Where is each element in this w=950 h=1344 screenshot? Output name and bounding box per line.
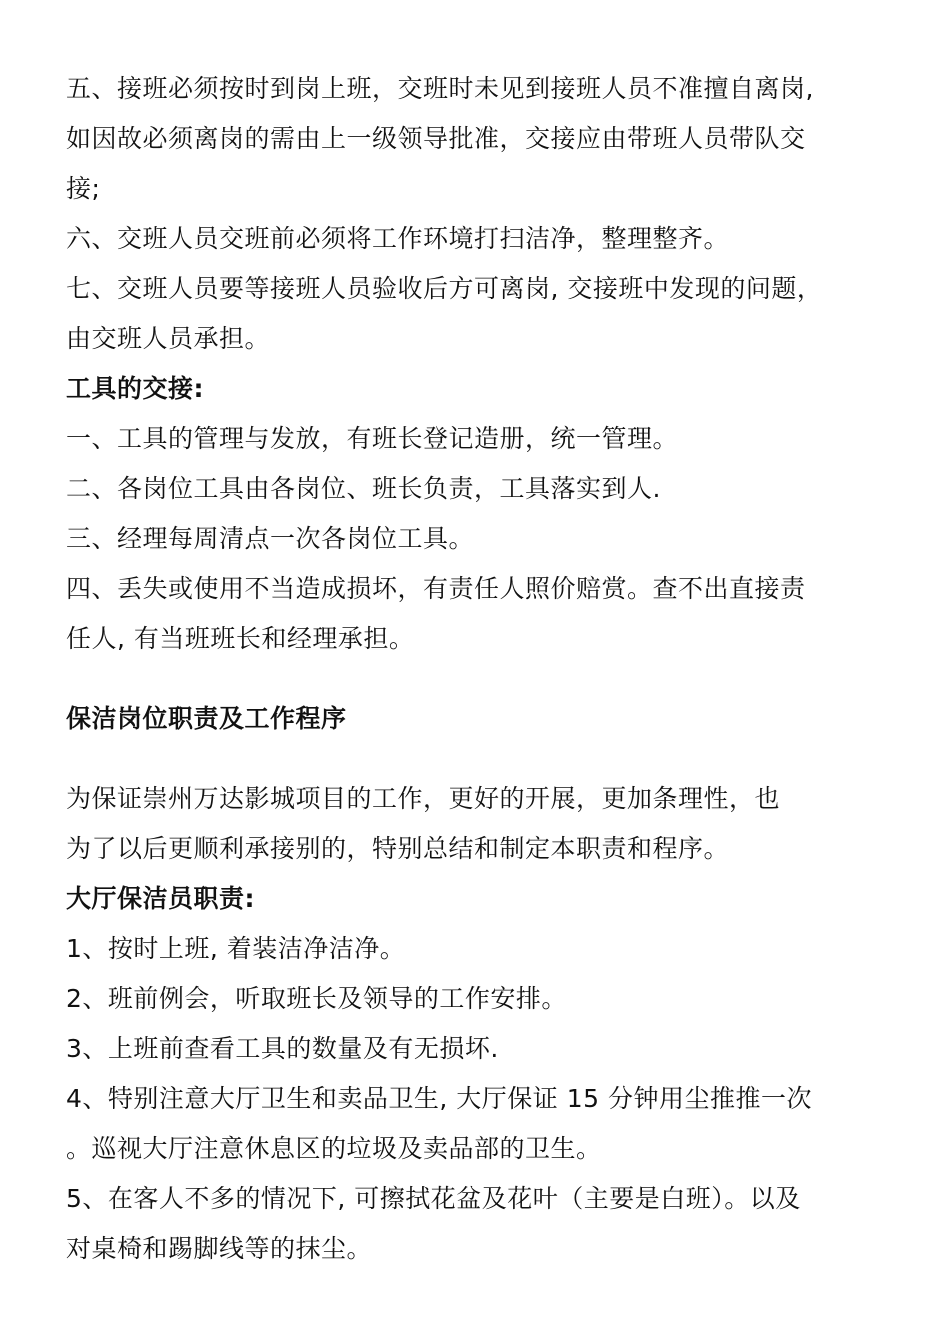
text-line: 为了以后更顺利承接别的，特别总结和制定本职责和程序。	[66, 834, 730, 863]
lobby-duty-2: 2、班前例会，听取班长及领导的工作安排。	[66, 984, 567, 1013]
lobby-duties-heading: 大厅保洁员职责:	[66, 884, 255, 913]
tools-heading: 工具的交接:	[66, 374, 204, 403]
lobby-duty-3: 3、上班前查看工具的数量及有无损坏.	[66, 1034, 499, 1063]
lobby-duty-1: 1、按时上班, 着装洁净洁净。	[66, 934, 406, 963]
tools-item-4	[66, 564, 912, 664]
handover-item-5	[66, 64, 912, 214]
section-title: 保洁岗位职责及工作程序	[66, 704, 347, 733]
document-page	[66, 64, 912, 1274]
text-line: 四、丢失或使用不当造成损坏，有责任人照价赔赏。查不出直接责	[66, 574, 806, 603]
text-line: 为保证崇州万达影城项目的工作，更好的开展，更加条理性，也	[66, 784, 781, 813]
text-line: 如因故必须离岗的需由上一级领导批准，交接应由带班人员带队交	[66, 124, 806, 153]
handover-item-7	[66, 264, 912, 364]
lobby-duty-5	[66, 1174, 912, 1274]
text-line: 由交班人员承担。	[66, 324, 271, 353]
tools-item-1: 一、工具的管理与发放，有班长登记造册，统一管理。	[66, 424, 679, 453]
text-line: 五、接班必须按时到岗上班，交班时未见到接班人员不准擅自离岗,	[66, 74, 814, 103]
text-line: 七、交班人员要等接班人员验收后方可离岗, 交接班中发现的问题，	[66, 274, 823, 303]
section-intro	[66, 774, 912, 874]
text-line: 5、在客人不多的情况下, 可擦拭花盆及花叶（主要是白班）。以及	[66, 1184, 801, 1213]
text-line: 接;	[66, 174, 101, 203]
text-line: 。巡视大厅注意休息区的垃圾及卖品部的卫生。	[66, 1134, 602, 1163]
lobby-duty-4	[66, 1074, 912, 1174]
tools-item-2: 二、各岗位工具由各岗位、班长负责，工具落实到人.	[66, 474, 661, 503]
text-line: 对桌椅和踢脚线等的抹尘。	[66, 1234, 373, 1263]
text-line: 4、特别注意大厅卫生和卖品卫生, 大厅保证 15 分钟用尘推推一次	[66, 1084, 813, 1113]
handover-item-6: 六、交班人员交班前必须将工作环境打扫洁净，整理整齐。	[66, 224, 730, 253]
text-line: 任人, 有当班班长和经理承担。	[66, 624, 415, 653]
tools-item-3: 三、经理每周清点一次各岗位工具。	[66, 524, 475, 553]
